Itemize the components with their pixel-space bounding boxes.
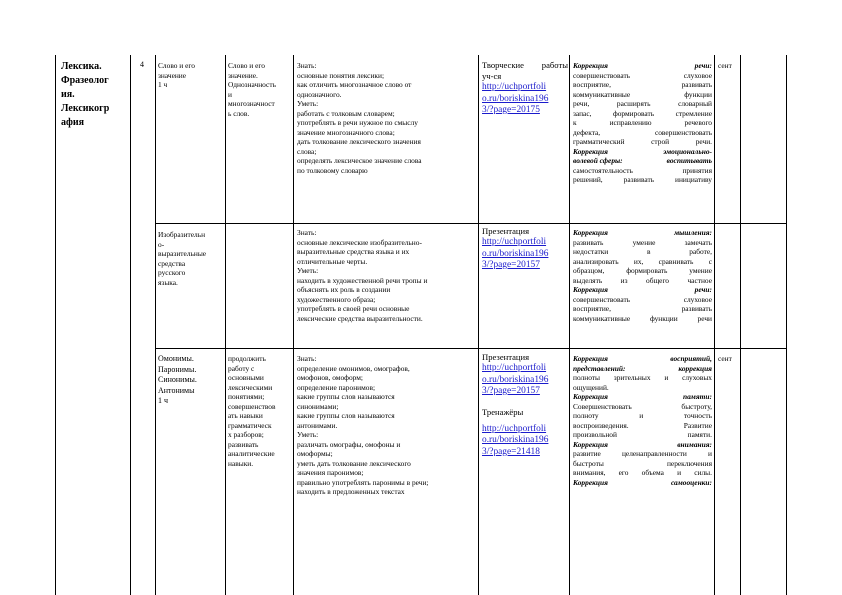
correction-heading-line — [573, 156, 712, 166]
correction-heading-tail: внимания: — [677, 439, 712, 449]
topic-line: Лексикогр — [61, 103, 110, 114]
resource-label: уч-ся — [482, 71, 502, 81]
resource-label: Презентация — [482, 226, 530, 236]
correction-line — [573, 109, 712, 119]
correction-heading: Коррекция — [573, 228, 608, 237]
correction-heading-line — [573, 61, 712, 71]
correction-heading-tail: восприятий, — [670, 354, 712, 363]
correction-text: речи, расширять словарный — [573, 99, 712, 108]
row-separator — [155, 223, 786, 224]
correction-text: произвольной памяти. — [573, 430, 712, 439]
content-line: находить в предложенных текстах — [297, 487, 405, 496]
correction-heading: Коррекция — [573, 439, 608, 449]
correction-cell — [573, 61, 712, 185]
content-line: Уметь: — [297, 430, 319, 439]
content-line: как отличить многозначное слово от — [297, 80, 412, 89]
column-divider — [293, 55, 294, 595]
correction-line — [573, 276, 712, 286]
content-line: основные лексические изобразительно- — [297, 237, 422, 247]
month-value: сент — [718, 61, 732, 70]
resource-link[interactable]: 3/?page=20157 — [482, 260, 540, 270]
month-cell — [718, 354, 732, 364]
goal-line: многозначност — [228, 99, 275, 108]
correction-line — [573, 402, 712, 412]
content-line: по толковому словарю — [297, 165, 368, 175]
correction-text: коммуникативные функции — [573, 89, 712, 99]
correction-text: недостатки в работе, — [573, 247, 712, 256]
content-line: однозначного. — [297, 89, 342, 99]
table-border-left — [55, 55, 56, 595]
correction-text: решений, развивать инициативу — [573, 175, 712, 184]
lesson-line: Паронимы. — [158, 364, 197, 374]
content-line: омоформы; — [297, 449, 333, 458]
lesson-line: 1 ч — [158, 80, 168, 89]
month-cell — [718, 61, 732, 71]
correction-line — [573, 449, 712, 459]
correction-text: к исправлению речевого — [573, 118, 712, 127]
goal-line: лексическими — [228, 382, 273, 392]
correction-line — [573, 71, 712, 81]
content-line: работать с толковым словарем; — [297, 108, 395, 118]
correction-text: восприятие, развивать — [573, 304, 712, 313]
content-line: какие группы слов называются — [297, 411, 395, 420]
correction-line — [573, 137, 712, 147]
goal-line: х разборов; — [228, 430, 264, 439]
content-line: объяснять их роль в создании — [297, 285, 391, 294]
topic-line: Фразеолог — [61, 75, 109, 86]
correction-heading-line — [573, 364, 712, 374]
content-line: Знать: — [297, 228, 317, 237]
correction-text: образцом, формировать умение — [573, 266, 712, 275]
correction-heading: Коррекция — [573, 61, 608, 70]
content-cell — [297, 228, 477, 323]
content-line: Уметь: — [297, 99, 319, 108]
resource-label: Творческие работы — [482, 60, 568, 70]
goal-cell — [228, 61, 292, 118]
lesson-cell — [158, 61, 223, 90]
goal-line: грамматическ — [228, 420, 272, 430]
content-cell — [297, 354, 477, 497]
correction-text: развивать умение замечать — [573, 237, 712, 247]
correction-cell — [573, 354, 712, 487]
correction-line — [573, 238, 712, 248]
goal-line: продолжить — [228, 354, 266, 363]
correction-line — [573, 118, 712, 128]
resource-link[interactable]: http://uchportfoli — [482, 423, 547, 434]
correction-heading: представлений: — [573, 363, 626, 373]
correction-text: дефекта, совершенствовать — [573, 127, 712, 137]
correction-heading: Коррекция — [573, 285, 608, 294]
correction-text: совершенствовать слуховое — [573, 70, 712, 80]
correction-text: запас, формировать стремление — [573, 108, 712, 118]
correction-line — [573, 430, 712, 440]
hours-value: 4 — [140, 60, 144, 69]
content-line: значение многозначного слова; — [297, 127, 395, 137]
correction-heading-line — [573, 440, 712, 450]
correction-line — [573, 175, 712, 185]
resource-link[interactable]: 3/?page=21418 — [482, 446, 540, 457]
content-line: лексические средства выразительности. — [297, 313, 423, 323]
correction-line — [573, 257, 712, 267]
correction-heading-tail: коррекция — [678, 363, 712, 373]
hours-cell — [140, 60, 144, 70]
content-line: употреблять в речи нужное по смыслу — [297, 118, 418, 127]
table-border-right — [786, 55, 787, 595]
resource-label: Тренажёры — [482, 406, 524, 417]
correction-line — [573, 459, 712, 469]
lesson-line: выразительные — [158, 249, 207, 258]
lesson-line: о- — [158, 239, 165, 249]
correction-heading-tail: самооценки: — [670, 477, 712, 487]
resource-link[interactable]: http://uchportfoli — [482, 237, 547, 247]
correction-text: анализировать их, сравнивать с — [573, 256, 712, 266]
correction-line — [573, 266, 712, 276]
lesson-line: языка. — [158, 277, 178, 287]
goal-line: Слово и его — [228, 61, 265, 70]
correction-text: грамматический строй речи. — [573, 137, 712, 146]
correction-text: ощущений. — [573, 382, 609, 392]
resource-link[interactable]: o.ru/boriskina196 — [482, 435, 549, 445]
resource-link[interactable]: o.ru/boriskina196 — [482, 374, 549, 385]
resource-link[interactable]: 3/?page=20175 — [482, 105, 540, 115]
goal-line: понятиями; — [228, 392, 265, 401]
column-divider — [740, 55, 741, 595]
correction-line — [573, 90, 712, 100]
correction-heading-line — [573, 392, 712, 402]
content-line: значения паронимов; — [297, 468, 364, 477]
column-divider — [478, 55, 479, 595]
goal-line: работу с — [228, 363, 255, 373]
content-line: определять лексическое значение слова — [297, 156, 422, 165]
column-divider — [155, 55, 156, 595]
correction-heading-tail: речи: — [694, 61, 712, 70]
goal-line: ь слов. — [228, 108, 250, 118]
content-line: находить в художественной речи тропы и — [297, 275, 428, 285]
content-line: определение омонимов, омографов, — [297, 363, 410, 373]
correction-text: развитие целенаправленности и — [573, 449, 712, 458]
column-divider — [130, 55, 131, 595]
correction-text: Совершенствовать быстроту, — [573, 401, 712, 411]
correction-line — [573, 383, 712, 393]
content-line: различать омографы, омофоны и — [297, 439, 401, 449]
correction-heading-tail: речи: — [694, 285, 712, 294]
lesson-line: средства — [158, 258, 186, 268]
resources-cell — [482, 352, 568, 458]
column-divider — [225, 55, 226, 595]
goal-line: Однозначность — [228, 80, 276, 89]
correction-heading-tail: воспитывать — [666, 156, 712, 165]
correction-line — [573, 304, 712, 314]
column-divider — [714, 55, 715, 595]
content-line: синонимами; — [297, 401, 339, 411]
goal-line: и — [228, 89, 232, 99]
correction-text: быстроты переключения — [573, 458, 712, 468]
row-separator — [155, 348, 786, 349]
correction-text: воспроизведения. Развитие — [573, 420, 712, 430]
content-line: отличительные черты. — [297, 256, 368, 266]
correction-line — [573, 411, 712, 421]
correction-heading-tail: памяти: — [683, 392, 712, 401]
goal-line: аналитические — [228, 449, 275, 458]
lesson-cell — [158, 230, 223, 287]
correction-heading-line — [573, 228, 712, 238]
lesson-line: значение — [158, 70, 187, 80]
goal-line: навыки. — [228, 458, 254, 468]
correction-text: восприятие, развивать — [573, 80, 712, 89]
correction-heading: волевой сферы: — [573, 156, 623, 165]
lesson-line: Изобразительн — [158, 230, 206, 239]
content-line: антонимами. — [297, 420, 338, 430]
correction-text: полноту и точность — [573, 411, 712, 420]
content-cell — [297, 61, 477, 175]
content-line: Уметь: — [297, 266, 319, 275]
goal-cell — [228, 354, 292, 468]
correction-line — [573, 247, 712, 257]
correction-line — [573, 80, 712, 90]
content-line: правильно употреблять паронимы в речи; — [297, 477, 429, 487]
correction-heading-line — [573, 354, 712, 364]
content-line: употреблять в своей речи основные — [297, 304, 410, 313]
lesson-cell — [158, 354, 223, 407]
correction-line — [573, 421, 712, 431]
topic-line: Лексика. — [61, 61, 102, 72]
resources-cell — [482, 226, 568, 272]
correction-heading: Коррекция — [573, 146, 608, 156]
resources-cell — [482, 60, 568, 117]
goal-line: развивать — [228, 439, 259, 449]
content-line: выразительные средства языка и их — [297, 247, 410, 256]
correction-text: коммуникативные функции речи — [573, 313, 712, 323]
correction-text: совершенствовать слуховое — [573, 294, 712, 304]
resource-link[interactable]: o.ru/boriskina196 — [482, 93, 549, 104]
correction-heading-tail: эмоционально- — [663, 146, 712, 156]
goal-line: ать навыки — [228, 411, 263, 420]
correction-heading-tail: мышления: — [674, 228, 712, 237]
topic-line: афия — [61, 117, 85, 128]
correction-text: внимания, его объема и силы. — [573, 468, 712, 477]
correction-cell — [573, 228, 712, 323]
content-line: Знать: — [297, 61, 317, 70]
correction-line — [573, 166, 712, 176]
goal-line: основными — [228, 373, 264, 382]
lesson-line: 1 ч — [158, 396, 169, 405]
correction-text: самостоятельность принятия — [573, 165, 712, 175]
content-line: основные понятия лексики; — [297, 70, 384, 80]
lesson-line: Омонимы. — [158, 354, 194, 363]
lesson-line: Синонимы. — [158, 375, 197, 384]
goal-line: совершенствов — [228, 401, 276, 411]
correction-line — [573, 295, 712, 305]
lesson-line: Антонимы — [158, 385, 195, 395]
correction-heading: Коррекция — [573, 392, 608, 401]
correction-text: выделять из общего частное — [573, 275, 712, 285]
correction-line — [573, 468, 712, 478]
resource-link[interactable]: 3/?page=20157 — [482, 386, 540, 396]
resource-link[interactable]: http://uchportfoli — [482, 82, 547, 92]
resource-label: Презентация — [482, 352, 530, 362]
correction-line — [573, 128, 712, 138]
content-line: дать толкование лексического значения — [297, 137, 421, 146]
correction-heading: Коррекция — [573, 354, 608, 363]
correction-heading-line — [573, 478, 712, 488]
resource-link[interactable]: o.ru/boriskina196 — [482, 248, 549, 259]
correction-line — [573, 373, 712, 383]
content-line: какие группы слов называются — [297, 392, 395, 401]
correction-text: полноты зрительных и слуховых — [573, 373, 712, 382]
lesson-line: русского — [158, 268, 186, 277]
month-value: сент — [718, 354, 732, 363]
content-line: Знать: — [297, 354, 317, 363]
correction-heading-line — [573, 147, 712, 157]
correction-line — [573, 314, 712, 324]
goal-line: значение. — [228, 70, 258, 80]
correction-line — [573, 99, 712, 109]
content-line: определение паронимов; — [297, 382, 376, 392]
resource-link[interactable]: http://uchportfoli — [482, 363, 547, 373]
content-line: уметь дать толкование лексического — [297, 458, 411, 468]
content-line: омофонов, омоформ; — [297, 373, 363, 382]
correction-heading-line — [573, 285, 712, 295]
correction-heading: Коррекция — [573, 477, 608, 487]
content-line: художественного образа; — [297, 294, 376, 304]
topic-line: ия. — [61, 89, 75, 100]
content-line: слова; — [297, 146, 317, 156]
column-divider — [569, 55, 570, 595]
lesson-line: Слово и его — [158, 61, 195, 70]
topic-cell — [61, 60, 129, 130]
